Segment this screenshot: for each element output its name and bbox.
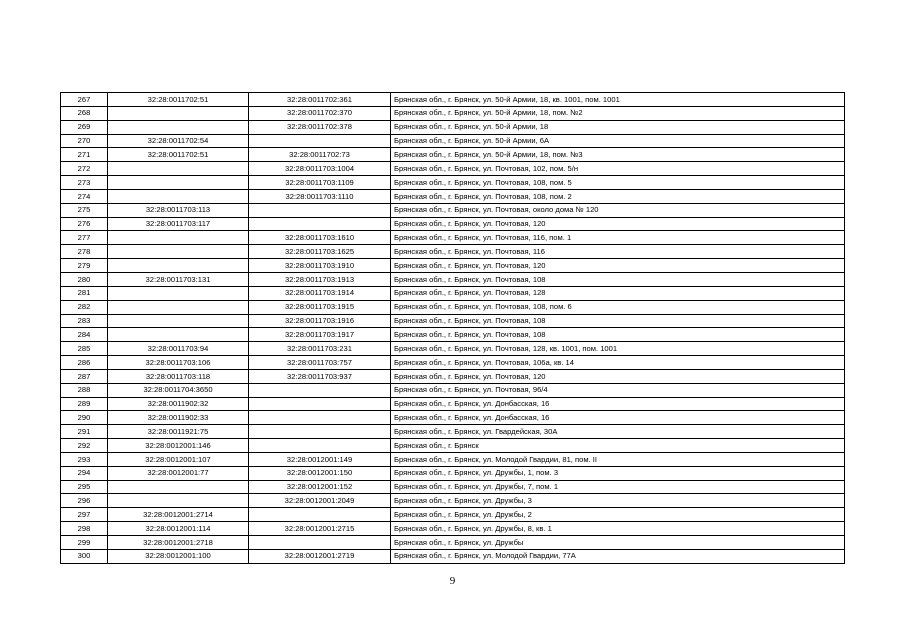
row-number-cell: 280 [61,272,108,286]
object-number-cell [249,134,391,148]
parcel-number-cell: 32:28:0012001:2714 [108,508,249,522]
row-number-cell: 300 [61,549,108,563]
address-cell: Брянская обл., г. Брянск, ул. Гвардейская, 30А [391,425,845,439]
address-cell: Брянская обл., г. Брянск, ул. Почтовая, 106а, кв. 14 [391,356,845,370]
object-number-cell: 32:28:0012001:2049 [249,494,391,508]
table-row [61,272,845,286]
row-number-cell: 275 [61,203,108,217]
table-row [61,356,845,370]
object-number-cell [249,203,391,217]
table-row [61,93,845,107]
address-cell: Брянская обл., г. Брянск, ул. 50-й Армии, 18, кв. 1001, пом. 1001 [391,93,845,107]
address-cell: Брянская обл., г. Брянск, ул. Почтовая, 120 [391,259,845,273]
table-row [61,148,845,162]
address-cell: Брянская обл., г. Брянск, ул. Молодой Гвардии, 77А [391,549,845,563]
address-cell: Брянская обл., г. Брянск, ул. Дружбы, 8, кв. 1 [391,522,845,536]
object-number-cell [249,439,391,453]
parcel-number-cell: 32:28:0011902:33 [108,411,249,425]
address-cell: Брянская обл., г. Брянск, ул. Почтовая, 120 [391,217,845,231]
address-cell: Брянская обл., г. Брянск, ул. Дружбы, 2 [391,508,845,522]
object-number-cell [249,383,391,397]
object-number-cell: 32:28:0011702:370 [249,106,391,120]
table-row [61,314,845,328]
address-cell: Брянская обл., г. Брянск, ул. Почтовая, 108, пом. 6 [391,300,845,314]
table-row [61,536,845,550]
parcel-number-cell: 32:28:0012001:100 [108,549,249,563]
parcel-number-cell: 32:28:0011703:94 [108,342,249,356]
parcel-number-cell: 32:28:0012001:107 [108,452,249,466]
address-cell: Брянская обл., г. Брянск [391,439,845,453]
table-row [61,466,845,480]
table-row [61,480,845,494]
row-number-cell: 267 [61,93,108,107]
address-cell: Брянская обл., г. Брянск, ул. Дружбы, 7, пом. 1 [391,480,845,494]
row-number-cell: 279 [61,259,108,273]
row-number-cell: 298 [61,522,108,536]
parcel-number-cell [108,106,249,120]
row-number-cell: 277 [61,231,108,245]
object-number-cell: 32:28:0012001:2715 [249,522,391,536]
table-row [61,162,845,176]
parcel-number-cell [108,300,249,314]
object-number-cell: 32:28:0011703:231 [249,342,391,356]
parcel-number-cell [108,494,249,508]
object-number-cell: 32:28:0011703:1109 [249,176,391,190]
row-number-cell: 276 [61,217,108,231]
address-cell: Брянская обл., г. Брянск, ул. 50-й Армии, 18, пом. №3 [391,148,845,162]
address-cell: Брянская обл., г. Брянск, ул. Почтовая, 108 [391,314,845,328]
object-number-cell: 32:28:0012001:152 [249,480,391,494]
address-cell: Брянская обл., г. Брянск, ул. Почтовая, 108, пом. 5 [391,176,845,190]
row-number-cell: 272 [61,162,108,176]
parcel-number-cell [108,286,249,300]
parcel-number-cell: 32:28:0011703:118 [108,369,249,383]
object-number-cell: 32:28:0012001:149 [249,452,391,466]
object-number-cell [249,425,391,439]
object-number-cell: 32:28:0011703:1914 [249,286,391,300]
row-number-cell: 299 [61,536,108,550]
address-cell: Брянская обл., г. Брянск, ул. Почтовая, 120 [391,369,845,383]
table-row [61,411,845,425]
parcel-number-cell: 32:28:0011703:106 [108,356,249,370]
table-row [61,522,845,536]
row-number-cell: 269 [61,120,108,134]
table-row [61,369,845,383]
row-number-cell: 295 [61,480,108,494]
parcel-number-cell: 32:28:0011702:51 [108,148,249,162]
address-cell: Брянская обл., г. Брянск, ул. Почтовая, 128 [391,286,845,300]
address-cell: Брянская обл., г. Брянск, ул. Почтовая, 96/4 [391,383,845,397]
table-row [61,189,845,203]
object-number-cell: 32:28:0012001:150 [249,466,391,480]
parcel-number-cell: 32:28:0011704:3650 [108,383,249,397]
address-cell: Брянская обл., г. Брянск, ул. Дружбы [391,536,845,550]
address-cell: Брянская обл., г. Брянск, ул. 50-й Армии, 18 [391,120,845,134]
registry-table [60,92,845,564]
table-row [61,342,845,356]
address-cell: Брянская обл., г. Брянск, ул. 50-й Армии, 6А [391,134,845,148]
parcel-number-cell [108,259,249,273]
row-number-cell: 289 [61,397,108,411]
address-cell: Брянская обл., г. Брянск, ул. Молодой Гвардии, 81, пом. II [391,452,845,466]
parcel-number-cell [108,314,249,328]
row-number-cell: 286 [61,356,108,370]
address-cell: Брянская обл., г. Брянск, ул. Почтовая, 108, пом. 2 [391,189,845,203]
object-number-cell [249,397,391,411]
table-row [61,176,845,190]
table-row [61,245,845,259]
parcel-number-cell: 32:28:0011902:32 [108,397,249,411]
row-number-cell: 274 [61,189,108,203]
table-row [61,203,845,217]
address-cell: Брянская обл., г. Брянск, ул. Дружбы, 1, пом. 3 [391,466,845,480]
object-number-cell: 32:28:0011703:1915 [249,300,391,314]
object-number-cell: 32:28:0011703:1910 [249,259,391,273]
parcel-number-cell [108,162,249,176]
object-number-cell: 32:28:0011703:1004 [249,162,391,176]
table-row [61,328,845,342]
parcel-number-cell: 32:28:0011703:117 [108,217,249,231]
table-row [61,397,845,411]
address-cell: Брянская обл., г. Брянск, ул. Почтовая, 108 [391,328,845,342]
parcel-number-cell: 32:28:0012001:77 [108,466,249,480]
parcel-number-cell [108,245,249,259]
object-number-cell [249,411,391,425]
parcel-number-cell: 32:28:0011921:75 [108,425,249,439]
row-number-cell: 292 [61,439,108,453]
address-cell: Брянская обл., г. Брянск, ул. 50-й Армии, 18, пом. №2 [391,106,845,120]
table-row [61,425,845,439]
row-number-cell: 288 [61,383,108,397]
address-cell: Брянская обл., г. Брянск, ул. Донбасская, 16 [391,397,845,411]
object-number-cell: 32:28:0011702:73 [249,148,391,162]
table-row [61,259,845,273]
page-number: 9 [449,575,456,587]
registry-table-body [61,93,845,564]
object-number-cell: 32:28:0011703:1913 [249,272,391,286]
parcel-number-cell [108,120,249,134]
object-number-cell [249,536,391,550]
parcel-number-cell: 32:28:0011702:51 [108,93,249,107]
object-number-cell: 32:28:0012001:2719 [249,549,391,563]
row-number-cell: 293 [61,452,108,466]
address-cell: Брянская обл., г. Брянск, ул. Почтовая, около дома № 120 [391,203,845,217]
row-number-cell: 271 [61,148,108,162]
row-number-cell: 297 [61,508,108,522]
row-number-cell: 285 [61,342,108,356]
table-row [61,439,845,453]
parcel-number-cell: 32:28:0012001:146 [108,439,249,453]
object-number-cell: 32:28:0011702:361 [249,93,391,107]
table-row [61,549,845,563]
object-number-cell: 32:28:0011703:1916 [249,314,391,328]
address-cell: Брянская обл., г. Брянск, ул. Почтовая, 102, пом. 5/н [391,162,845,176]
parcel-number-cell [108,328,249,342]
table-row [61,383,845,397]
table-row [61,106,845,120]
table-row [61,217,845,231]
table-row [61,134,845,148]
parcel-number-cell: 32:28:0012001:2718 [108,536,249,550]
object-number-cell [249,217,391,231]
object-number-cell: 32:28:0011702:378 [249,120,391,134]
row-number-cell: 287 [61,369,108,383]
row-number-cell: 281 [61,286,108,300]
table-row [61,300,845,314]
object-number-cell: 32:28:0011703:937 [249,369,391,383]
table-row [61,286,845,300]
row-number-cell: 282 [61,300,108,314]
row-number-cell: 278 [61,245,108,259]
address-cell: Брянская обл., г. Брянск, ул. Дружбы, 3 [391,494,845,508]
address-cell: Брянская обл., г. Брянск, ул. Почтовая, 128, кв. 1001, пом. 1001 [391,342,845,356]
parcel-number-cell [108,189,249,203]
parcel-number-cell: 32:28:0012001:114 [108,522,249,536]
table-row [61,508,845,522]
parcel-number-cell: 32:28:0011703:113 [108,203,249,217]
row-number-cell: 270 [61,134,108,148]
row-number-cell: 284 [61,328,108,342]
row-number-cell: 294 [61,466,108,480]
parcel-number-cell [108,176,249,190]
object-number-cell: 32:28:0011703:757 [249,356,391,370]
parcel-number-cell: 32:28:0011702:54 [108,134,249,148]
object-number-cell: 32:28:0011703:1625 [249,245,391,259]
address-cell: Брянская обл., г. Брянск, ул. Почтовая, 116, пом. 1 [391,231,845,245]
object-number-cell: 32:28:0011703:1610 [249,231,391,245]
row-number-cell: 296 [61,494,108,508]
address-cell: Брянская обл., г. Брянск, ул. Почтовая, 116 [391,245,845,259]
object-number-cell [249,508,391,522]
table-row [61,494,845,508]
row-number-cell: 268 [61,106,108,120]
table-row [61,452,845,466]
parcel-number-cell [108,480,249,494]
row-number-cell: 283 [61,314,108,328]
row-number-cell: 291 [61,425,108,439]
address-cell: Брянская обл., г. Брянск, ул. Донбасская, 16 [391,411,845,425]
row-number-cell: 290 [61,411,108,425]
object-number-cell: 32:28:0011703:1110 [249,189,391,203]
object-number-cell: 32:28:0011703:1917 [249,328,391,342]
address-cell: Брянская обл., г. Брянск, ул. Почтовая, 108 [391,272,845,286]
table-row [61,120,845,134]
row-number-cell: 273 [61,176,108,190]
table-row [61,231,845,245]
parcel-number-cell: 32:28:0011703:131 [108,272,249,286]
parcel-number-cell [108,231,249,245]
